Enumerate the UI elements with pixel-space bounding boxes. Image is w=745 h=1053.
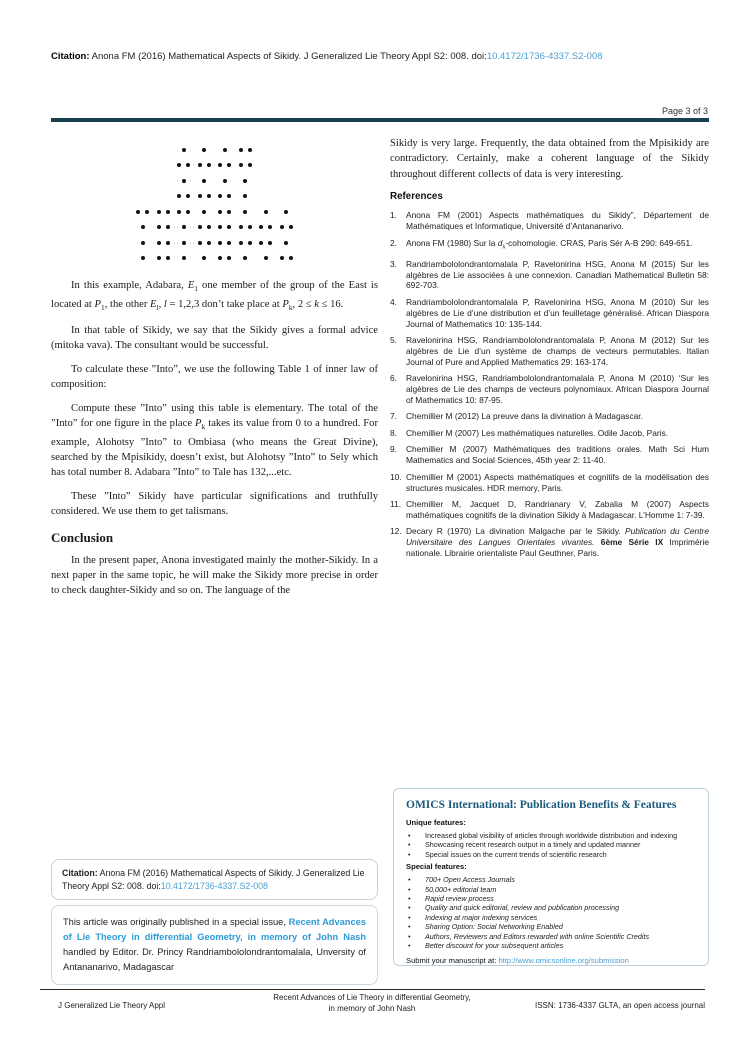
- feature-bullet-item: [406, 885, 696, 894]
- dot: [289, 256, 293, 260]
- dot: [218, 210, 222, 214]
- dot: [218, 194, 222, 198]
- figure-row: [133, 142, 297, 158]
- empty-cell: [276, 189, 297, 205]
- feature-text: 700+ Open Access Journals: [425, 875, 515, 885]
- dot-cell: [194, 142, 215, 158]
- empty-cell: [256, 189, 277, 205]
- dot-cell: [174, 220, 195, 236]
- dot: [207, 163, 211, 167]
- bullet-icon: •: [408, 840, 411, 850]
- citation-box-doi-link[interactable]: 10.4172/1736-4337.S2-008: [160, 880, 268, 891]
- dot-cell: [194, 189, 215, 205]
- dot-cell: [174, 142, 195, 158]
- reference-number: 3.: [390, 258, 397, 269]
- reference-number: 6.: [390, 373, 397, 384]
- dot: [202, 210, 206, 214]
- bullet-icon: •: [408, 931, 411, 941]
- dot: [218, 256, 222, 260]
- dot: [177, 194, 181, 198]
- dot-cell: [276, 235, 297, 251]
- dot: [218, 163, 222, 167]
- dot-cell: [256, 204, 277, 220]
- dot: [227, 194, 231, 198]
- reference-text: Ravelonirina HSG, Randriambololondrantomalala P, Anona M (2012) Sur les algèbres de Lie d’un système de champs de vecteurs permutables. Italian Journal of Pure and Applied Mathematics 29: 163-174.: [406, 335, 709, 367]
- dot: [227, 225, 231, 229]
- dot: [182, 148, 186, 152]
- left-column: [51, 132, 378, 607]
- dot-cell: [276, 220, 297, 236]
- doi-link[interactable]: 10.4172/1736-4337.S2-008: [486, 51, 603, 62]
- empty-cell: [133, 189, 154, 205]
- dot: [198, 194, 202, 198]
- dot: [218, 241, 222, 245]
- feature-bullet-item: [406, 922, 696, 931]
- dot: [141, 256, 145, 260]
- dot-cell: [215, 251, 236, 267]
- dot: [284, 210, 288, 214]
- dot-cell: [133, 235, 154, 251]
- figure-row: [133, 251, 297, 267]
- reference-number: 5.: [390, 335, 397, 346]
- special-issue-box: This article was originally published in a special issue, Recent Advances of Lie Theory in differential Geometry, in memory of John Nash handled by Editor. Dr. Princy Randriambololondrantomalala, Unversity of Antananarivo, Madagascar: [51, 905, 378, 985]
- dot-cell: [235, 173, 256, 189]
- reference-item: [390, 526, 709, 559]
- dot: [268, 241, 272, 245]
- reference-text: Randriambololondrantomalala P, Ravelonirina HSG, Anona M (2010) Sur les algèbres de Lie d’une distribution et d’un feuilletage généralisé. African Diaspora Journal of Mathematics 10: 135-144.: [406, 296, 709, 329]
- dot-cell: [215, 220, 236, 236]
- dot: [227, 163, 231, 167]
- dot: [198, 225, 202, 229]
- figure-row: [133, 204, 297, 220]
- feature-bullet-item: [406, 941, 696, 950]
- feature-bullet-item: [406, 831, 696, 840]
- empty-cell: [256, 173, 277, 189]
- dot-cell: [215, 173, 236, 189]
- bullet-icon: •: [408, 941, 411, 951]
- bullet-icon: •: [408, 912, 411, 922]
- dot-cell: [153, 235, 174, 251]
- reference-text: Chemillier M (2007) Mathématiques des traditions orales. Math Sci Hum Mathematics and Social Sciences, 45th year 2: 11-40.: [406, 444, 709, 466]
- feature-text: Quality and quick editorial, review and publication processing: [425, 903, 620, 913]
- dot-cell: [215, 158, 236, 174]
- figure-row: [133, 173, 297, 189]
- dot-cell: [133, 204, 154, 220]
- dot-cell: [215, 204, 236, 220]
- dot: [248, 148, 252, 152]
- feature-text: Sharing Option: Social Networking Enabled: [425, 922, 563, 932]
- reference-number: 12.: [390, 526, 402, 537]
- reference-number: 10.: [390, 471, 402, 482]
- feature-text: Rapid review process: [425, 894, 494, 904]
- feature-bullet-item: [406, 840, 696, 849]
- dot: [207, 225, 211, 229]
- dot-cell: [215, 142, 236, 158]
- page-number: Page 3 of 3: [661, 106, 708, 116]
- dot-cell: [133, 220, 154, 236]
- paragraph-intro: Sikidy is very large. Frequently, the data obtained from the Mpisikidy are contradictory. Certainly, make a coherent language of the Sikidy throughout different collects of data is very interesting.: [390, 138, 709, 180]
- empty-cell: [133, 158, 154, 174]
- dot: [182, 256, 186, 260]
- footer-issue-title: Recent Advances of Lie Theory in differential Geometry, in memory of John Nash: [273, 993, 471, 1013]
- empty-cell: [153, 189, 174, 205]
- feature-text: 50,000+ editorial team: [425, 884, 497, 894]
- reference-item: [390, 297, 709, 330]
- dot-cell: [235, 235, 256, 251]
- citation-label: Citation:: [51, 51, 90, 62]
- header-rule: [51, 118, 709, 122]
- dot-cell: [133, 251, 154, 267]
- reference-item: [390, 499, 709, 521]
- feature-bullet-item: [406, 932, 696, 941]
- dot-cell: [215, 189, 236, 205]
- reference-item: [390, 373, 709, 406]
- feature-bullet-item: [406, 850, 696, 859]
- reference-text: Anona FM (2001) Aspects mathématiques du Sikidy”, Département de Mathématiques et Informatique, Université d’Antananarivo.: [406, 210, 709, 232]
- dot-cell: [235, 142, 256, 158]
- empty-cell: [256, 158, 277, 174]
- special-features-list: [406, 875, 696, 950]
- dot: [182, 179, 186, 183]
- dot: [259, 225, 263, 229]
- submit-line: [406, 956, 696, 965]
- reference-item: [390, 428, 709, 439]
- figure-row: [133, 220, 297, 236]
- dot-cell: [194, 220, 215, 236]
- bullet-icon: •: [408, 849, 411, 859]
- dot-cell: [235, 158, 256, 174]
- dot: [202, 148, 206, 152]
- dot-cell: [256, 235, 277, 251]
- dot: [223, 148, 227, 152]
- dot: [218, 225, 222, 229]
- reference-number: 11.: [390, 498, 402, 509]
- dot: [259, 241, 263, 245]
- dot: [157, 241, 161, 245]
- dot: [202, 256, 206, 260]
- reference-text: Anona FM (1980) Sur la $d_\lambda$-cohomologie. CRAS, Paris Sér A-B 290: 649-651.: [406, 237, 693, 251]
- unique-features-label: Unique features:: [406, 818, 466, 827]
- dot: [177, 210, 181, 214]
- reference-number: 7.: [390, 411, 397, 422]
- dot-cell: [256, 220, 277, 236]
- dot: [223, 179, 227, 183]
- dot-cell: [174, 189, 195, 205]
- paragraph-calculate: To calculate these ”Into”, we use the following Table 1 of inner law of composition:: [51, 363, 378, 391]
- reference-number: 4.: [390, 296, 397, 307]
- dot-cell: [174, 251, 195, 267]
- figure-row: [133, 189, 297, 205]
- dot: [186, 210, 190, 214]
- reference-number: 1.: [390, 210, 397, 221]
- dot: [157, 225, 161, 229]
- dot-cell: [153, 220, 174, 236]
- reference-item: [390, 210, 709, 232]
- dot: [227, 210, 231, 214]
- reference-text: Randriambololondrantomalala P, Ravelonirina HSG, Anona M (2015) Sur les algèbres de Lie associées à une connexion. Canadian Mathematical Bulletin 58: 692-703.: [406, 258, 709, 291]
- dot-cell: [276, 204, 297, 220]
- reference-text: Chemillier M (2001) Aspects mathématiques et cognitifs de la modélisation des structures musicales. HDR memory, Paris.: [406, 471, 709, 493]
- empty-cell: [153, 158, 174, 174]
- empty-cell: [256, 142, 277, 158]
- dot: [248, 241, 252, 245]
- bullet-icon: •: [408, 922, 411, 932]
- special-features-label: Special features:: [406, 862, 467, 872]
- feature-bullet-item: [406, 875, 696, 884]
- references-heading: References: [390, 191, 443, 203]
- dot: [157, 210, 161, 214]
- reference-item: [390, 238, 709, 254]
- reference-item: [390, 472, 709, 494]
- empty-cell: [153, 142, 174, 158]
- feature-text: Better discount for your subsequent articles: [425, 941, 564, 951]
- reference-text: Chemillier M (2007) Les mathématiques naturelles. Odile Jacob, Paris.: [406, 427, 669, 438]
- feature-text: Increased global visibility of articles through worldwide distribution and indexing: [425, 831, 678, 840]
- dot-cell: [235, 189, 256, 205]
- dot-cell: [194, 235, 215, 251]
- dot-cell: [153, 251, 174, 267]
- dot-cell: [235, 220, 256, 236]
- empty-cell: [133, 142, 154, 158]
- reference-item: [390, 335, 709, 368]
- dot: [284, 241, 288, 245]
- feature-text: Special issues on the current trends of scientific research: [425, 849, 607, 859]
- reference-text: Ravelonirina HSG, Randriambololondrantomalala P, Anona M (2010) ‘Sur les algèbres de Lie des champs de vecteurs polynomiaux. African Diaspora Journal of Mathematics 10: 87-95.: [406, 373, 709, 406]
- dot: [202, 179, 206, 183]
- conclusion-heading: Conclusion: [51, 529, 114, 545]
- dot: [198, 163, 202, 167]
- dot: [268, 225, 272, 229]
- references-list: [390, 210, 709, 559]
- dot: [243, 179, 247, 183]
- dot: [280, 225, 284, 229]
- feature-text: Authors, Reviewers and Editors rewarded with online Scientific Credits: [425, 931, 650, 941]
- dot: [239, 241, 243, 245]
- dot: [166, 225, 170, 229]
- dot: [248, 163, 252, 167]
- bullet-icon: •: [408, 884, 411, 894]
- footer-journal-name: J Generalized Lie Theory Appl: [58, 1001, 166, 1010]
- dot: [182, 225, 186, 229]
- dot: [198, 241, 202, 245]
- figure-row: [133, 158, 297, 174]
- dot: [243, 210, 247, 214]
- dot-cell: [215, 235, 236, 251]
- feature-bullet-item: [406, 894, 696, 903]
- submission-link[interactable]: http://www.omicsonline.org/submission: [498, 956, 629, 966]
- dot: [136, 210, 140, 214]
- dot: [177, 163, 181, 167]
- dot: [182, 241, 186, 245]
- dot-cell: [194, 158, 215, 174]
- dot-cell: [174, 158, 195, 174]
- dot-cell: [194, 251, 215, 267]
- reference-text: Chemillier M (2012) La preuve dans la divination à Madagascar.: [406, 411, 643, 422]
- paragraph-conclusion: In the present paper, Anona investigated mainly the mother-Sikidy. In a next paper in the same topic, he will make the Sikidy more precise in order to check daughter-Sikidy and so on. The language of the: [51, 554, 378, 597]
- paragraph-compute: Compute these ”Into” using this table is elementary. The total of the ”Into” for one figure in the place $P_k$ takes its value from 0 to a hundred. For example, Alohotsy ”Into” to Ombiasa (who means the Great Divine), searched by the Mpisikidy, doesn’t exist, but Alohotsy ”Into” to Sely which has total number 8. Adabara ”Into” to Tale has 132,...etc.: [51, 402, 378, 479]
- bullet-icon: •: [408, 831, 411, 840]
- figure-row: [133, 235, 297, 251]
- dot-cell: [235, 251, 256, 267]
- dot-cell: [235, 204, 256, 220]
- reference-text: Chemillier M, Jacquet D, Randrianary V, Zabalia M (2007) Aspects mathématiques cognitifs de la divination Sikidy à Madagascar. L’Homme 1: 7-39.: [406, 498, 709, 520]
- dot: [227, 241, 231, 245]
- omics-title: OMICS International: Publication Benefits & Features: [406, 799, 677, 811]
- feature-text: Showcasing recent research output in a timely and updated manner: [425, 840, 641, 850]
- reference-number: 9.: [390, 444, 397, 455]
- dot-cell: [276, 251, 297, 267]
- dot-cell: [174, 235, 195, 251]
- empty-cell: [276, 142, 297, 158]
- dot-cell: [174, 204, 195, 220]
- unique-features-list: [406, 831, 696, 859]
- citation-box: [51, 859, 378, 900]
- reference-text: Decary R (1970) La divination Malgache par le Sikidy. Publication du Centre Universitaire des Langues Orientales vivantes. 6ème Série IX Imprimérie nationale. Librairie orientaliste Paul Geuthner, Paris.: [406, 526, 709, 559]
- reference-item: [390, 259, 709, 292]
- dot: [239, 163, 243, 167]
- dot: [248, 225, 252, 229]
- empty-cell: [276, 158, 297, 174]
- dot-cell: [194, 173, 215, 189]
- omics-box: [393, 788, 709, 966]
- citation-box-text: Anona FM (2016) Mathematical Aspects of Sikidy. J Generalized Lie Theory Appl S2: 008. doi:: [62, 868, 365, 891]
- reference-number: 8.: [390, 427, 397, 438]
- dot: [145, 210, 149, 214]
- dot: [166, 256, 170, 260]
- dot: [141, 225, 145, 229]
- empty-cell: [276, 173, 297, 189]
- dot: [243, 194, 247, 198]
- dot-cell: [194, 204, 215, 220]
- dot: [141, 241, 145, 245]
- dot: [243, 256, 247, 260]
- reference-item: [390, 411, 709, 422]
- bullet-icon: •: [408, 894, 411, 904]
- dot: [186, 194, 190, 198]
- bullet-icon: •: [408, 903, 411, 913]
- dot: [166, 241, 170, 245]
- dot: [166, 210, 170, 214]
- dot-cell: [256, 251, 277, 267]
- right-column: [390, 136, 709, 564]
- dot: [239, 225, 243, 229]
- dot: [227, 256, 231, 260]
- footer-issn: ISSN: 1736-4337 GLTA, an open access journal: [534, 1001, 705, 1010]
- paragraph-advice: In that table of Sikidy, we say that the Sikidy gives a formal advice (mitoka vava). The consultant would be successful.: [51, 325, 378, 352]
- feature-text: Indexing at major indexing services: [425, 912, 538, 922]
- footer-rule: [40, 989, 705, 990]
- dot: [207, 194, 211, 198]
- dot: [157, 256, 161, 260]
- empty-cell: [153, 173, 174, 189]
- citation-box-label: Citation:: [62, 868, 98, 878]
- dot: [239, 148, 243, 152]
- reference-number: 2.: [390, 237, 397, 248]
- reference-item: [390, 444, 709, 466]
- submit-label: Submit your manuscript at:: [406, 956, 499, 966]
- dot: [264, 256, 268, 260]
- sikidy-figure: [133, 142, 297, 266]
- dot-cell: [153, 204, 174, 220]
- dot-cell: [174, 173, 195, 189]
- dot: [207, 241, 211, 245]
- dot: [289, 225, 293, 229]
- empty-cell: [133, 173, 154, 189]
- header-citation: [51, 50, 711, 63]
- dot: [280, 256, 284, 260]
- feature-bullet-item: [406, 913, 696, 922]
- dot: [186, 163, 190, 167]
- citation-text: Anona FM (2016) Mathematical Aspects of Sikidy. J Generalized Lie Theory Appl S2: 008. doi:: [89, 51, 487, 62]
- paragraph-example: In this example, Adabara, $E_1$ one member of the group of the East is located at $P_1$, the other $E_l$, l = 1,2,3 don’t take place at $P_k$, 2 ≤ k ≤ 16.: [51, 280, 378, 312]
- paragraph-talismans: These ”Into” Sikidy have particular significations and truthfully considered. We use them to get talismans.: [51, 490, 378, 518]
- bullet-icon: •: [408, 875, 411, 885]
- feature-bullet-item: [406, 903, 696, 912]
- dot: [264, 210, 268, 214]
